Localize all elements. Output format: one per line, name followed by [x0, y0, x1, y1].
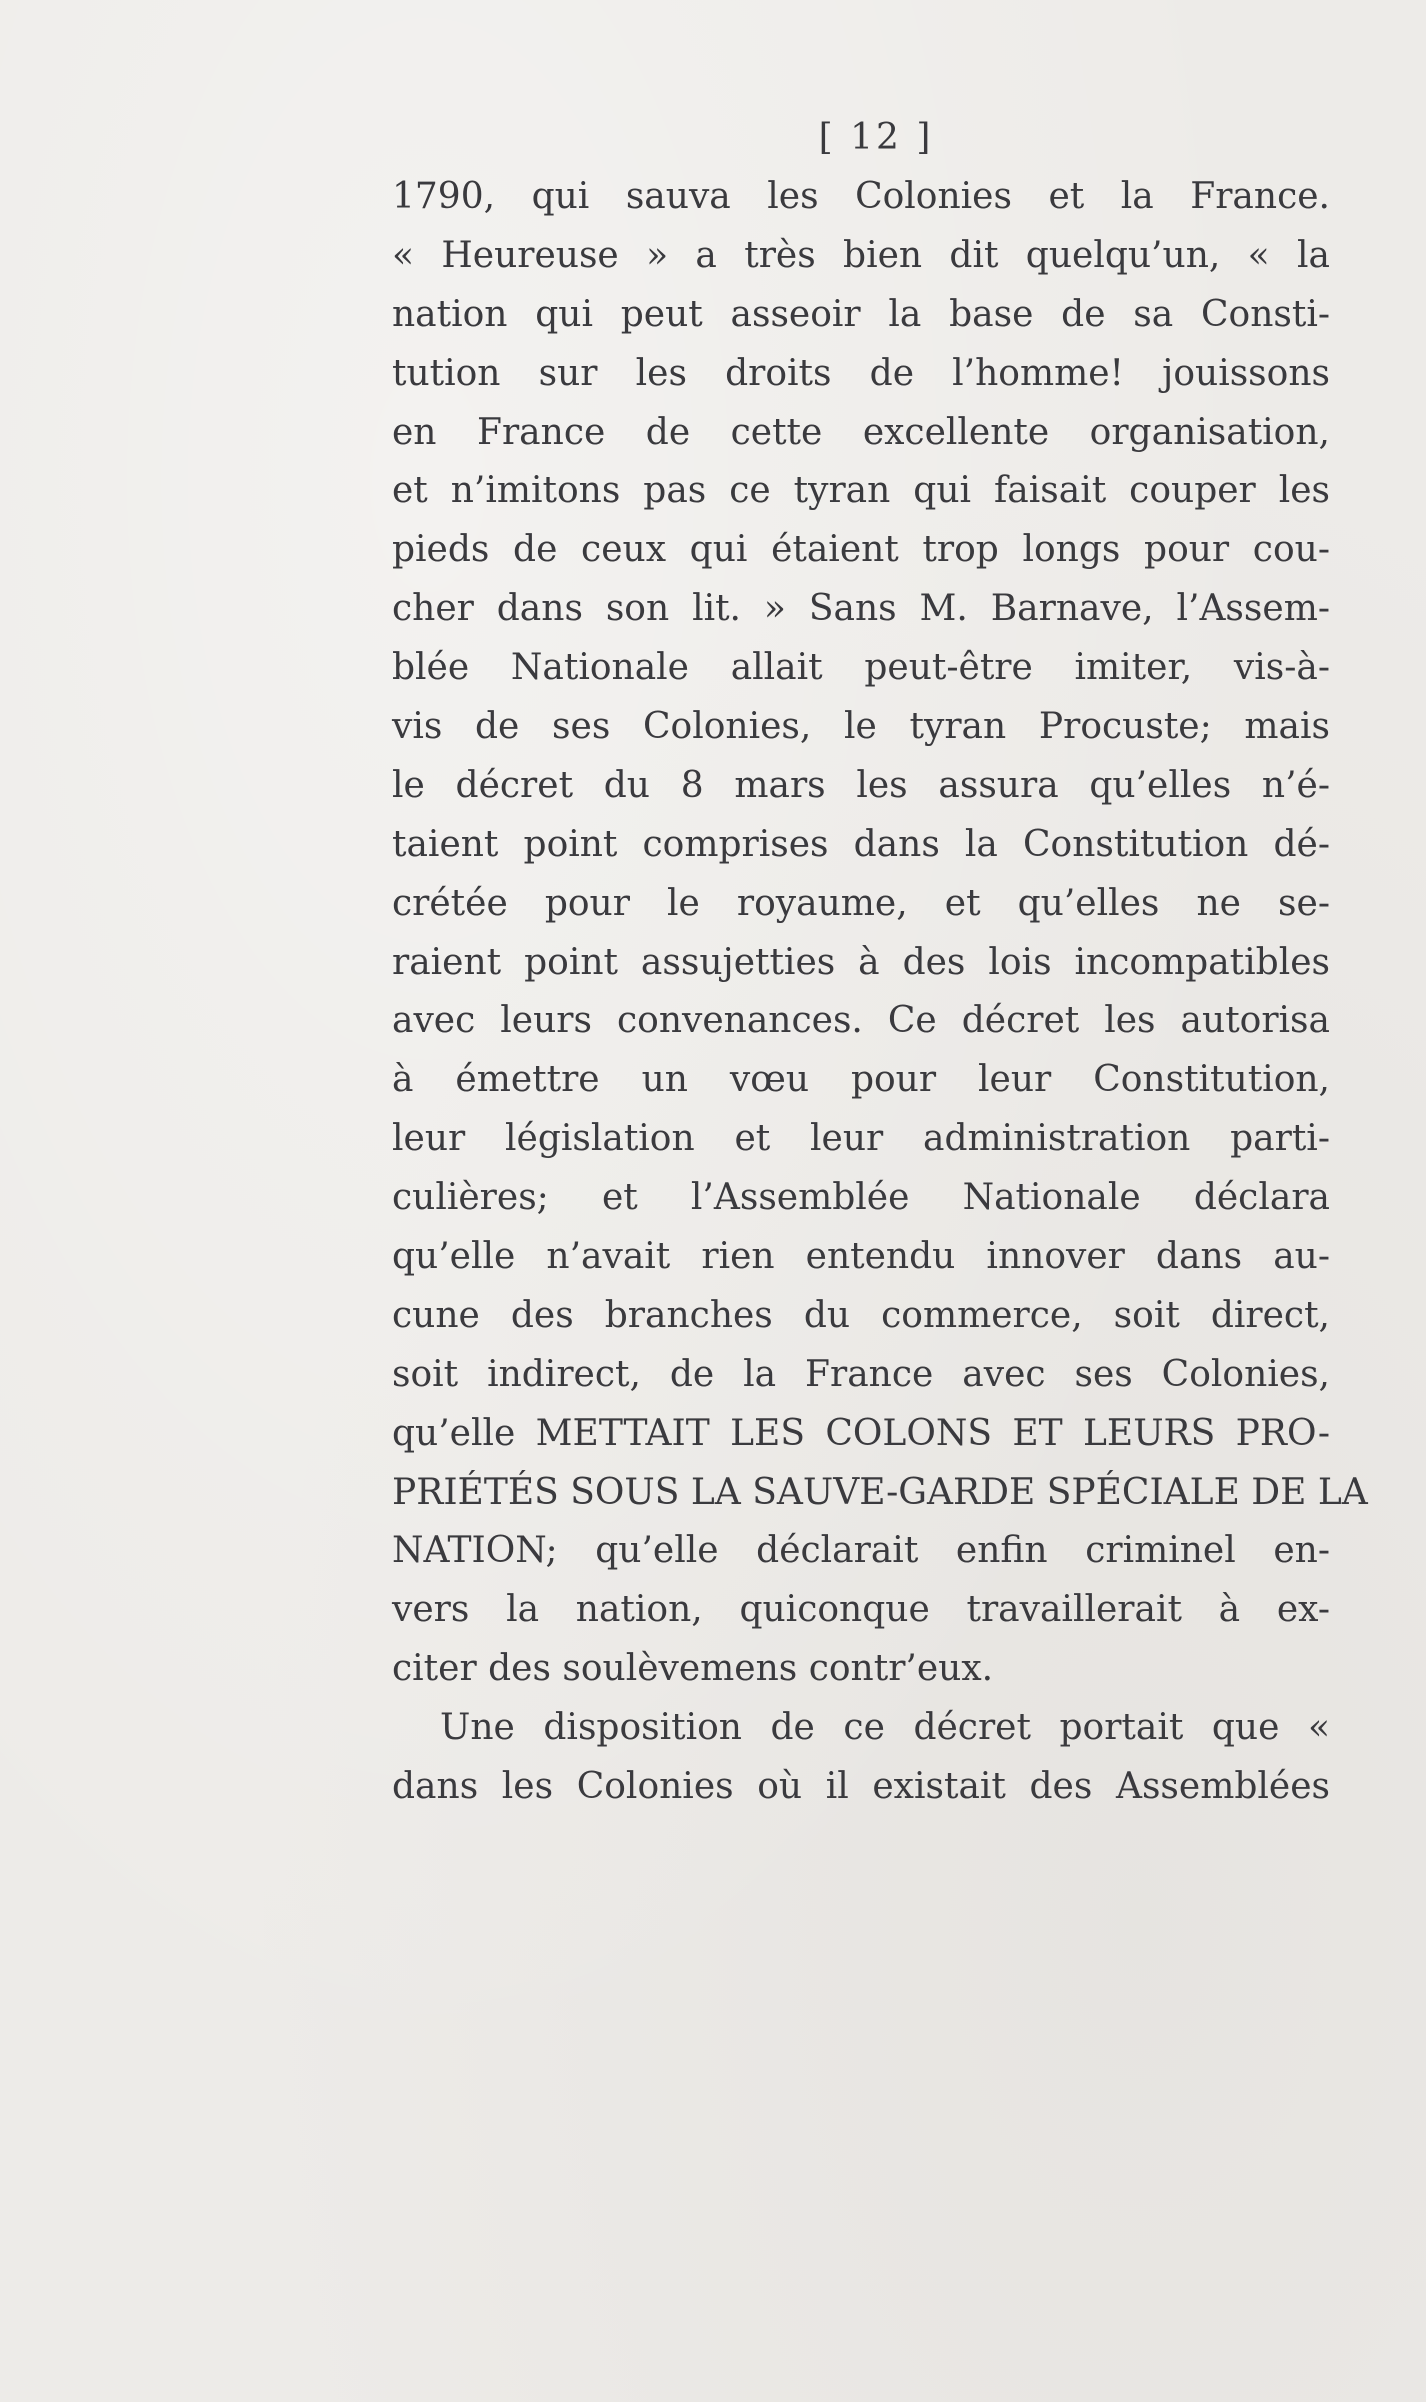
text-line: « Heureuse » a très bien dit quelqu’un, « la — [392, 234, 1330, 276]
text-line: à émettre un vœu pour leur Constitution, — [392, 1059, 1330, 1101]
text-line: crétée pour le royaume, et qu’elles ne se- — [392, 882, 1330, 924]
page-text-block — [392, 108, 1368, 1817]
text-line: soit indirect, de la France avec ses Colonies, — [392, 1353, 1330, 1395]
text-line: leur législation et leur administration parti- — [392, 1118, 1330, 1160]
text-line: blée Nationale allait peut-être imiter, vis-à- — [392, 647, 1330, 689]
text-line: Une disposition de ce décret portait que « — [440, 1707, 1330, 1749]
text-line: raient point assujetties à des lois incompatibles — [392, 941, 1330, 983]
text-line: pieds de ceux qui étaient trop longs pour cou- — [392, 529, 1330, 571]
text-line: culières; et l’Assemblée Nationale déclara — [392, 1177, 1330, 1219]
text-line: cune des branches du commerce, soit direct, — [392, 1294, 1330, 1336]
text-line: cher dans son lit. » Sans M. Barnave, l’Assem- — [392, 588, 1330, 630]
paragraph-2 — [392, 1699, 1330, 1817]
text-line: vers la nation, quiconque travaillerait à ex- — [392, 1589, 1330, 1631]
paragraph-1 — [392, 168, 1368, 1699]
text-line: citer des soulèvemens contr’eux. — [392, 1648, 994, 1690]
text-line: 1790, qui sauva les Colonies et la France. — [392, 176, 1330, 217]
text-line: le décret du 8 mars les assura qu’elles n’é- — [392, 764, 1330, 806]
text-line: avec leurs convenances. Ce décret les autorisa — [392, 1000, 1330, 1042]
text-line: tution sur les droits de l’homme! jouissons — [392, 352, 1330, 394]
text-line: PRIÉTÉS SOUS LA SAUVE-GARDE SPÉCIALE DE LA — [392, 1471, 1368, 1513]
page-number: [ 12 ] — [818, 117, 934, 158]
text-line: et n’imitons pas ce tyran qui faisait couper les — [392, 470, 1330, 512]
text-line: nation qui peut asseoir la base de sa Consti- — [392, 293, 1330, 335]
text-line: vis de ses Colonies, le tyran Procuste; mais — [392, 706, 1330, 748]
text-line: en France de cette excellente organisation, — [392, 411, 1330, 453]
text-line: NATION; qu’elle déclarait enfin criminel en- — [392, 1530, 1330, 1572]
text-line: qu’elle n’avait rien entendu innover dans au- — [392, 1236, 1330, 1278]
text-line: qu’elle METTAIT LES COLONS ET LEURS PRO- — [392, 1412, 1330, 1454]
text-line: taient point comprises dans la Constitution dé- — [392, 823, 1330, 865]
text-line: dans les Colonies où il existait des Assemblées — [392, 1766, 1330, 1808]
